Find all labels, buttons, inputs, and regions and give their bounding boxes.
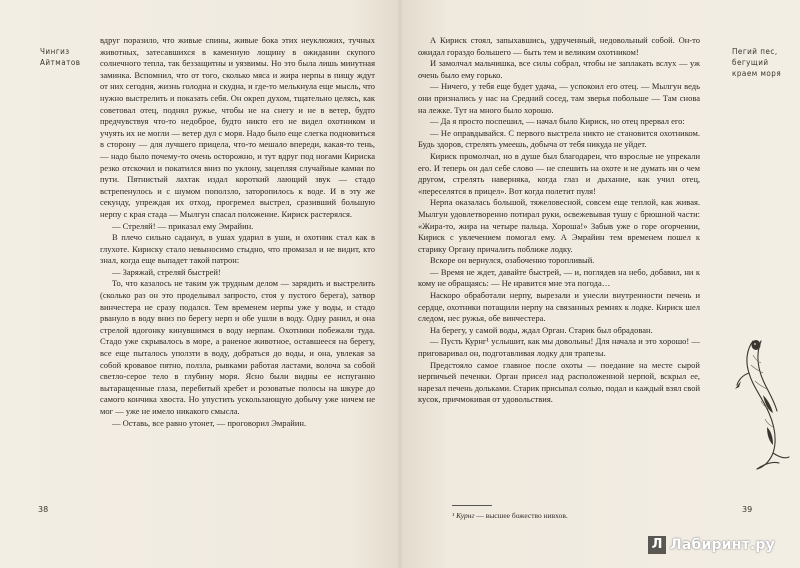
paragraph: — Не оправдывайся. С первого выстрела никто не становится охотником. Будь здоров, стрелять умеешь, добыча от тебя никуда не уйдет. [418,127,700,150]
watermark-logo [648,536,775,554]
paragraph: На берегу, у самой воды, ждал Орган. Старик был обрадован. [430,324,653,335]
book-gutter [398,0,402,568]
running-head-author: Чингиз Айтматов [40,47,81,67]
paragraph: — Ничего, у тебя еще будет удача, — успокоил его отец. — Мылгун ведь они признались у нас на Средний сосед, там зверья побольше — Там снова на лежке. Тут на много было хорошо. [418,81,700,115]
paragraph: Наскоро обработали нерпу, вырезали и унесли внутренности печень и сердце, охотники потащили нерпу на связанных ремнях к лодке. Кириск шел следом, нес ружья, обе винчестера. [418,290,700,324]
paragraph: Кириск промолчал, но в душе был благодарен, что взрослые не упрекали его. И теперь он дал себе слово — не спешить на охоте и не думать ни о чем другом, стрелять наверняка, когда глаз и дыхание, как учил отец, «переселятся в прицел». Вот когда полетит пуля! [418,150,700,196]
paragraph: А Кириск стоял, запыхавшись, удрученный, недовольный собой. Он-то ожидал гораздо большего — быть тем и великим охотником! [418,35,700,57]
left-page-text [100,35,375,429]
paragraph: — Стреляй! — приказал ему Эмрайин. [112,220,254,231]
paragraph: — Оставь, все равно утонет, — проговорил Эмрайин. [112,417,307,428]
paragraph: В плечо сильно саданул, в ушах ударил в уши, и охотник стал как в глухоте. Кириску стало невыносимо стыдно, что промазал и не видит, кто знал, когда еще выпадет такой патрон: [100,232,375,266]
page-number-left: 38 [38,505,49,514]
paragraph: Вскоре он вернулся, озабоченно торопливый. [430,255,595,266]
paragraph: — Пусть Курнг¹ услышит, как мы довольны! Для начала и это хорошо! — приговаривал он, подготавливая лодку для трапезы. [418,336,700,359]
right-page-text [418,35,700,406]
footnote-text: — высшее божество нивхов. [474,511,568,520]
paragraph: То, что казалось не таким уж трудным делом — зарядить и выстрелить (сколько раз он это проделывал запросто, стоя у пустого берега), затвор винчестера не сразу подался. Тем временем нерпы уже у воды, и стадо рвануло в воду вниз по берегу нерп и обе ушли в воду. Одну ранил, и она стрелой вдогонку кинувшимся в воду нерпам. Охотники побежали туда. Стадо уже скрывалось в море, а раненое животное, оставшееся на берегу, все еще пыталось уползти в воду, добраться до воды, и она, увлекая за собой кровавое пятно, ползла, рывками работая ластами, волоча за собой светло-серое тело в глубину моря. Ясно были видны ее испуганно вытаращенные глаза, перебитый хребет и розоватые полосы на шкуре до самого кончика хвоста. Но упустить ускользающую добычу уже ничем не мог — уже не имело никакого смысла. [100,278,375,416]
watermark-text: Лабиринт.ру [670,537,775,553]
paragraph: — Время не ждет, давайте быстрей, — и, поглядев на небо, добавил, ни к кому не обращаясь: — Не нравится мне эта погода… [418,266,700,289]
paragraph: — Да я просто поспешил, — начал было Кириск, но отец прервал его: [430,116,685,127]
paragraph: Предстояло самое главное после охоты — поедание на месте сырой нерпичьей печенки. Орган присел над расположенной нерпой, вскрыл ее, нарезал печень дольками. Старик присыпал солью, подал и каждый взял свой кусок, причмокивая от удовольствия. [418,359,700,405]
paragraph: Нерпа оказалась большой, тяжеловесной, совсем еще теплой, как живая. Мылгун удовлетворенно потирал руки, освежевывая тушу с брюшной части: «Жира-то, жира на четыре пальца. Хороша!» Забыв уже о горе огорчении, Кириск с увлечением помогал ему. А Эмрайин тем временем пошел к старику Органу причалить поближе лодку. [418,197,700,254]
paragraph: вдруг поразило, что живые спины, живые бока этих неуклюжих, тучных животных, затесавшихся в каменную лощину в ожидании скупого солнечного тепла, так беззащитны и уязвимы. Но это была лишь минутная заминка. Вспомнил, что от того, сколько мяса и жира нерпы в пищу ждут от них сегодня, жизнь голодна и скудна, и где-то мелькнула еще мысль, что нужно выстрелить и показать себя. Он окреп духом, тщательно целясь, как советовал отец, поднял ружье, чтобы не на снегу и не в ветер, будто предчувствуя что-то недоброе, будто никто его не видел охотником и учуять их не могли — ветер дул с моря. Надо было еще слегка подновиться в сторону — для лучшего прицела, что-то мешало впереди, какая-то тень, — надо было почему-то очень осторожно, и тут вдруг под ногами Кириска резко отскочил и покатился вниз по уклону, зацепляя случайные камни по пути. Пятнистый лахтак издал короткий лающий звук — стадо встрепенулось и с шумом поползло, заторопилось к воде. И в эту же секунду, упреждая их отход, прогремел выстрел, сразивший большую нерпу с края стада — Мылгун спасал положение. Кириск растерялся. [100,35,375,219]
labirint-logo-icon: Л [648,536,666,554]
footnote [452,511,568,520]
footnote-term: ¹ Курнг [452,511,475,520]
running-head-title: Пегий пес, бегущий краем моря [732,47,782,78]
paragraph: — Заряжай, стреляй быстрей! [112,266,221,277]
seal-illustration [733,335,791,475]
paragraph: И замолчал мальчишка, все силы собрал, чтобы не заплакать вслух — уж очень было ему горько. [418,58,700,80]
page-number-right: 39 [742,505,753,514]
footnote-rule [452,505,492,506]
